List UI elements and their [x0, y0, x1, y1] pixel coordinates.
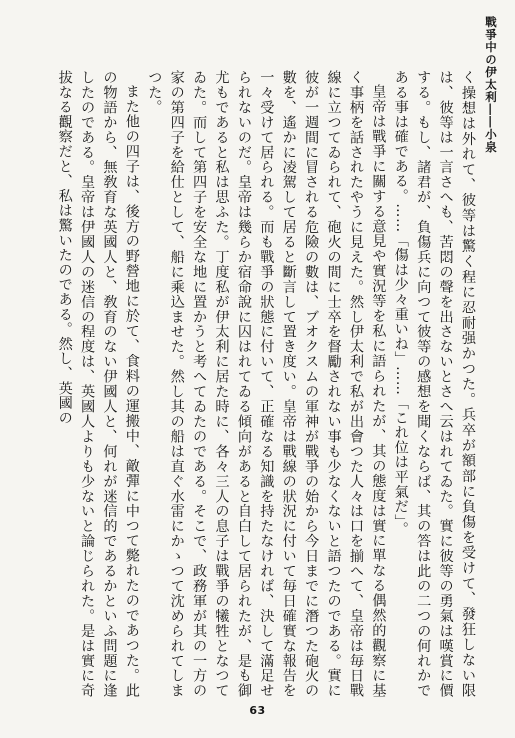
page-number: 63: [249, 704, 266, 717]
running-title: 戰爭中の伊太利――小泉: [484, 16, 498, 154]
paragraph: く操想は外れて、彼等は驚く程に忍耐强かつた。兵卒が額部に負傷を受けて、發狂しない限は、彼等は一言さへも、苦悶の聲を出さないとさへ云はれてゐた。實に彼等の勇氣は嘆賞に價する。もし、諸君が、負傷兵に向つて彼等の感想を聞くならば、其の答は此の二つの何れかである事は確である。……「傷は少々重いね」……「これ位は平氣だ」。: [392, 70, 476, 698]
body-text: [24, 70, 479, 698]
paragraph: また他の四子は、後方の野營地に於て、食料の運搬中、敵彈に中つて斃れたのであつた。此の物語から、無敎育な英國人と、敎育のない伊國人と、何れが迷信的であるかといふ問題に逢したのである。皇帝は伊國人の迷信の程度は、英國人よりも少ないと論じられた。是は實に奇拔なる觀察だと、私は驚いたのである。然し、英國の: [56, 70, 140, 698]
paragraph: 皇帝は戰爭に關する意見や實況等を私に語られたが、其の態度は實に單なる偶然的觀察に基く事柄を話されたやうに見えた。然し伊太利で私が出會つた人々は口を揃へて、皇帝は毎日戰線に立つてゐられて、砲火の間に士卒を督勵されない事も少なくないと語つたのである。實に彼が一週間に冒される危險の數は、ブオクスムの軍神が戰爭の始から今日までに潛つた砲火の數を、遙かに凌駕して居ると斷言して置き度い。皇帝は戰線の狀況に付いて毎日確實な報告を一々受けて居られる。而も戰爭の狀態に付いて、正確なる知識を持たなければ、決して滿足せられないのだ。皇帝は幾らか宿命說に囚はれてゐる傾向があると自白して居られたが、是も御尤もであると私は思ふた。丁度私が伊太利に居た時に、各々三人の息子は戰爭の犧牲となつてゐた。而して第四子を安全な地に置かうと考へてゐたのである。そこで、政務軍が其の一方の家の第四子を給仕として、船に乘込ませた。然し其の船は直ぐ水雷にかゝつて沈められてしまつた。: [146, 70, 387, 698]
